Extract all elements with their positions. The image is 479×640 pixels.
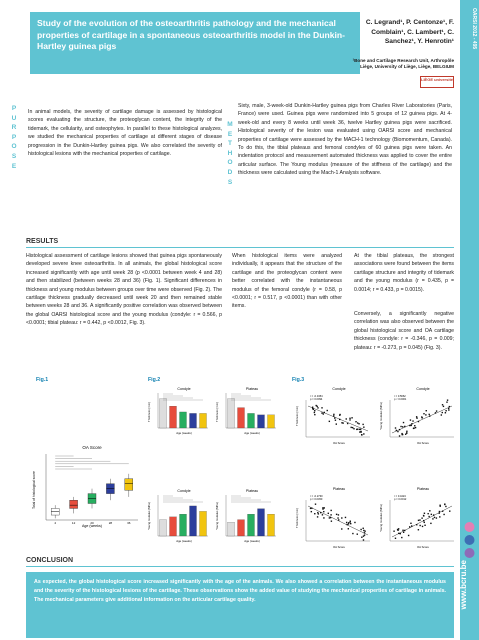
authors xyxy=(360,18,454,47)
scatter-point xyxy=(327,410,328,411)
scatter-point xyxy=(403,532,404,533)
purpose-letters xyxy=(10,104,18,171)
scatter-point xyxy=(357,533,358,534)
scatter-point xyxy=(445,506,446,507)
scatter-point xyxy=(330,510,331,511)
fig3-xlabel: OA Score xyxy=(333,441,345,445)
scatter-point xyxy=(443,406,444,407)
scatter-point xyxy=(322,507,323,508)
regression-line xyxy=(392,406,452,433)
bar-20 xyxy=(248,514,255,536)
scatter-point xyxy=(314,414,315,415)
bar-36 xyxy=(200,413,207,428)
fig2-ylabel: Thickness (mm) xyxy=(147,402,151,422)
scatter-point xyxy=(421,517,422,518)
methods-text: Sixty, male, 3-week-old Dunkin-Hartley guinea pigs from Charles River Laboratories (Paris, France) were used. Guinea pigs were randomized into 5 groups of 12 guinea pigs. At 4-week-old and every 8 weeks until week 36, twelve Hartley guinea pigs were sacrificed. Histological severity of the lesion was evaluated using OARSI score and mechanical properties of cartilage were assessed by the MACH-1 technology (Biomomentum, Canada). To do this, the tibial plateaus and femoral condyles of 60 guinea pigs were taken. An indentation protocol and measurement automated thickness was applied to cover the entire articular surface. The Young modulus (measure of the stiffness of the cartilage) and the thickness were calculated using the Mach-1 Analysis software. xyxy=(238,103,452,177)
fig2-chart-thickness-condyle xyxy=(146,384,210,436)
scatter-point xyxy=(429,510,430,511)
x-tick-label: 28 xyxy=(108,521,113,525)
scatter-point xyxy=(348,522,349,523)
label-letter: T xyxy=(228,140,232,148)
scatter-point xyxy=(419,519,420,520)
bar-36 xyxy=(200,511,207,536)
label-letter: S xyxy=(11,152,17,160)
fig3-scatter-condyle-young xyxy=(378,384,458,446)
scatter-point xyxy=(427,513,428,514)
scatter-point xyxy=(357,422,358,423)
fig3-stats: r = -0.3454 p = 0.0094 xyxy=(310,395,323,402)
scatter-point xyxy=(349,418,350,419)
scatter-point xyxy=(423,515,424,516)
bar-12 xyxy=(238,520,245,536)
fig2-bl-title: Condyle xyxy=(177,489,191,493)
scatter-point xyxy=(311,511,312,512)
scatter-point xyxy=(345,517,346,518)
scatter-point xyxy=(445,412,446,413)
label-letter: D xyxy=(227,168,233,176)
scatter-point xyxy=(355,421,356,422)
fig3-panel-br xyxy=(378,484,458,550)
label-letter: S xyxy=(227,178,233,186)
scatter-point xyxy=(351,417,352,418)
scatter-point xyxy=(317,512,318,513)
label-letter: O xyxy=(11,143,17,151)
bar-28 xyxy=(258,509,265,536)
scatter-point xyxy=(339,414,340,415)
scatter-point xyxy=(363,539,364,540)
side-tag: OARSI 2012 - 495 xyxy=(471,8,477,50)
fig3-stats: r = 0.5662 p < 0.0001 xyxy=(394,395,407,402)
bar-12 xyxy=(170,406,177,428)
fig3-stats: r = -0.2730 p = 0.0450 xyxy=(310,495,323,502)
bar-28 xyxy=(258,415,265,428)
scatter-point xyxy=(336,514,337,515)
scatter-point xyxy=(328,513,329,514)
scatter-point xyxy=(341,517,342,518)
scatter-point xyxy=(432,518,433,519)
results-col3b: Conversely, a significantly negative correlation was also observed between the global histological score and OA cartilage thickness (condyle: r = -0.346, p = 0.009; plateau: r = -0.273, p = 0.045) (Fig. 3). xyxy=(354,311,454,351)
fig2-ylabel: Young modulus (MPa) xyxy=(147,502,151,530)
scatter-point xyxy=(362,528,363,529)
fig2-br-title: Plateau xyxy=(245,489,259,493)
scatter-point xyxy=(403,422,404,423)
fig3-ylabel: Thickness (mm) xyxy=(295,406,299,426)
scatter-point xyxy=(413,428,414,429)
scatter-point xyxy=(353,428,354,429)
scatter-point xyxy=(442,412,443,413)
authors-line: C. Legrand¹, P. Centonze¹, F. xyxy=(365,19,454,26)
scatter-point xyxy=(352,533,353,534)
fig2-chart-young-plateau xyxy=(214,486,278,544)
scatter-point xyxy=(333,414,334,415)
scatter-point xyxy=(414,425,415,426)
scatter-point xyxy=(418,529,419,530)
scatter-point xyxy=(323,413,324,414)
scatter-point xyxy=(350,427,351,428)
scatter-point xyxy=(359,431,360,432)
fig3-panel-tr xyxy=(378,384,458,446)
scatter-point xyxy=(426,410,427,411)
scatter-point xyxy=(363,535,364,536)
scatter-point xyxy=(447,399,448,400)
x-tick-label: 4 xyxy=(54,521,57,525)
scatter-point xyxy=(329,517,330,518)
label-letter: E xyxy=(11,162,17,170)
scatter-point xyxy=(349,419,350,420)
sponsor-icon xyxy=(465,535,475,545)
scatter-point xyxy=(436,517,437,518)
fig1-boxplot xyxy=(30,440,140,530)
regression-line xyxy=(308,506,368,535)
scatter-point xyxy=(431,514,432,515)
fig3-ylabel: Young modulus (MPa) xyxy=(379,504,383,532)
scatter-point xyxy=(395,538,396,539)
scatter-point xyxy=(360,529,361,530)
scatter-point xyxy=(406,431,407,432)
scatter-point xyxy=(321,407,322,408)
bar-12 xyxy=(238,408,245,428)
fig3-xlabel: OA Score xyxy=(417,545,429,549)
scatter-point xyxy=(393,531,394,532)
fig2-panel-bl xyxy=(146,486,210,544)
label-letter: O xyxy=(227,159,233,167)
fig2-xlabel: Age (weeks) xyxy=(244,431,260,435)
affiliation-line: ¹Bone and Cartilage Research Unit, Arthropôle xyxy=(352,58,454,63)
results-rule xyxy=(26,247,454,248)
conclusion-text: As expected, the global histological score increased significantly with the age of the animals. We also showed a correlation between the instantaneous modulus and the severity of the histological lesions of the cartilage. These observations show the added value of studying the mechanical properties of cartilage in animals. The mechanical parameters give additional information on the articular cartilage quality. xyxy=(26,572,454,638)
scatter-point xyxy=(324,507,325,508)
scatter-point xyxy=(335,420,336,421)
scatter-point xyxy=(314,410,315,411)
fig3-panel-bl xyxy=(294,484,374,550)
purpose-label xyxy=(10,104,18,171)
label-letter: P xyxy=(11,133,17,141)
bar-4 xyxy=(160,399,167,428)
conclusion-heading: CONCLUSION xyxy=(26,557,74,564)
scatter-point xyxy=(363,433,364,434)
scatter-point xyxy=(322,508,323,509)
scatter-point xyxy=(406,432,407,433)
scatter-point xyxy=(441,414,442,415)
results-col2: When histological items were analyzed individually, it appears that the structure of the cartilage and the proteoglycan content were better correlated with the instantaneous modulus of the femoral condyle (r = 0.58, p <0.0001; r = 0.517, p <0.0001) than with other items. xyxy=(232,253,342,310)
scatter-point xyxy=(446,401,447,402)
box-36 xyxy=(125,479,133,491)
scatter-point xyxy=(362,424,363,425)
affiliation xyxy=(348,58,454,70)
scatter-point xyxy=(416,416,417,417)
label-letter: H xyxy=(227,149,233,157)
scatter-point xyxy=(323,511,324,512)
scatter-point xyxy=(421,416,422,417)
x-tick-label: 12 xyxy=(71,521,76,525)
poster-title: Study of the evolution of the osteoarthritis pathology and the mechanical properties of cartilage in a spontaneous osteoarthritis model in the Dunkin-Hartley guinea pigs xyxy=(30,12,360,74)
scatter-point xyxy=(334,417,335,418)
scatter-point xyxy=(315,503,316,504)
scatter-point xyxy=(424,522,425,523)
fig1-label: Fig.1 xyxy=(36,377,49,383)
scatter-point xyxy=(356,429,357,430)
scatter-point xyxy=(341,528,342,529)
scatter-point xyxy=(314,513,315,514)
authors-line: Comblain¹, C. Lambert¹, C. xyxy=(371,28,454,36)
bar-20 xyxy=(180,412,187,428)
regression-line xyxy=(392,506,452,537)
scatter-point xyxy=(395,427,396,428)
affiliation-line: Liège, University of Liège, Liège, BELGIUM xyxy=(360,64,454,70)
fig1-xlabel: Age (weeks) xyxy=(82,524,102,528)
scatter-point xyxy=(424,525,425,526)
scatter-point xyxy=(360,429,361,430)
scatter-point xyxy=(410,523,411,524)
fig3-tr-title: Condyle xyxy=(416,387,430,391)
bar-28 xyxy=(190,506,197,536)
fig1-plot-area xyxy=(46,454,138,525)
fig3-xlabel: OA Score xyxy=(417,441,429,445)
fig2-xlabel: Age (weeks) xyxy=(244,539,260,543)
x-tick-label: 36 xyxy=(127,521,131,525)
scatter-point xyxy=(448,409,449,410)
scatter-point xyxy=(440,506,441,507)
scatter-point xyxy=(444,504,445,505)
scatter-point xyxy=(402,434,403,435)
scatter-point xyxy=(338,514,339,515)
side-url[interactable]: www.bcru.be xyxy=(459,560,468,610)
bar-12 xyxy=(170,517,177,536)
scatter-point xyxy=(400,426,401,427)
scatter-point xyxy=(430,523,431,524)
scatter-point xyxy=(330,514,331,515)
label-letter: U xyxy=(11,114,17,122)
scatter-point xyxy=(416,417,417,418)
scatter-point xyxy=(361,434,362,435)
scatter-point xyxy=(358,423,359,424)
scatter-point xyxy=(443,514,444,515)
results-col3a: At the tibial plateaus, the strongest associations were found between the items cartilage structure and integrity of tidemark and the young modulus (r = 0.435, p = 0.0014; r = 0.433, p = 0.0015). xyxy=(354,253,454,293)
fig3-bl-title: Plateau xyxy=(332,487,346,491)
fig1-ylabel: Total of histological score xyxy=(32,471,36,509)
conclusion-rule xyxy=(26,566,454,567)
scatter-point xyxy=(342,422,343,423)
label-letter: R xyxy=(11,124,17,132)
scatter-point xyxy=(434,517,435,518)
fig2-tl-title: Condyle xyxy=(177,387,191,391)
scatter-point xyxy=(449,510,450,511)
scatter-point xyxy=(349,521,350,522)
bar-4 xyxy=(160,520,167,536)
scatter-point xyxy=(425,414,426,415)
scatter-point xyxy=(363,530,364,531)
bar-36 xyxy=(268,514,275,536)
scatter-point xyxy=(418,520,419,521)
scatter-point xyxy=(348,528,349,529)
scatter-point xyxy=(323,517,324,518)
bar-36 xyxy=(268,415,275,428)
scatter-point xyxy=(346,522,347,523)
scatter-point xyxy=(352,427,353,428)
label-letter: M xyxy=(227,121,233,128)
scatter-point xyxy=(429,414,430,415)
scatter-point xyxy=(331,520,332,521)
scatter-point xyxy=(402,426,403,427)
fig3-tl-title: Condyle xyxy=(332,387,346,391)
authors-line: Sanchez¹, Y. Henrotin¹ xyxy=(384,38,454,46)
fig3-ylabel: Thickness (mm) xyxy=(295,508,299,528)
x-tick-label: 20 xyxy=(90,521,94,525)
scatter-point xyxy=(448,408,449,409)
scatter-point xyxy=(336,423,337,424)
scatter-point xyxy=(397,431,398,432)
scatter-point xyxy=(318,513,319,514)
fig2-panel-tl xyxy=(146,384,210,436)
scatter-point xyxy=(401,537,402,538)
scatter-point xyxy=(322,514,323,515)
bar-4 xyxy=(228,522,235,536)
scatter-point xyxy=(439,511,440,512)
scatter-point xyxy=(354,522,355,523)
scatter-point xyxy=(364,530,365,531)
methods-letters xyxy=(226,120,234,187)
scatter-point xyxy=(424,513,425,514)
scatter-point xyxy=(350,523,351,524)
fig3-stats: r = 0.4424 p = 0.0012 xyxy=(394,495,407,502)
scatter-point xyxy=(445,410,446,411)
fig2-chart-thickness-plateau xyxy=(214,384,278,436)
scatter-point xyxy=(422,526,423,527)
fig3-scatter-plateau-young xyxy=(378,484,458,550)
box-12 xyxy=(70,500,78,508)
fig2-xlabel: Age (weeks) xyxy=(176,431,192,435)
scatter-point xyxy=(412,420,413,421)
scatter-point xyxy=(408,535,409,536)
fig2-chart-young-condyle xyxy=(146,486,210,544)
sponsor-icon xyxy=(465,548,475,558)
scatter-point xyxy=(359,429,360,430)
scatter-point xyxy=(411,425,412,426)
fig2-panel-br xyxy=(214,486,278,544)
purpose-text: In animal models, the severity of cartilage damage is assessed by histological scores evaluating the structure, the proteoglycan content, the integrity of the tidemark, the cellularity, and osteophytes. In parallel to these histological analyzes, we studied the mechanical properties of cartilage at different stages of disease progression in the Dunkin-Hartley guinea pigs. We also correlated the severity of histological lesions with the mechanical properties of cartilage. xyxy=(28,109,222,158)
scatter-point xyxy=(428,516,429,517)
scatter-point xyxy=(363,426,364,427)
scatter-point xyxy=(419,525,420,526)
scatter-point xyxy=(346,418,347,419)
scatter-point xyxy=(397,529,398,530)
fig3-panel-tl xyxy=(294,384,374,446)
university-logo: LIÈGE université xyxy=(420,76,454,88)
scatter-point xyxy=(310,508,311,509)
methods-label xyxy=(226,120,234,187)
scatter-point xyxy=(317,407,318,408)
scatter-point xyxy=(436,410,437,411)
scatter-point xyxy=(337,517,338,518)
fig2-ylabel: Young modulus (MPa) xyxy=(215,502,219,530)
scatter-point xyxy=(442,404,443,405)
scatter-point xyxy=(316,406,317,407)
scatter-point xyxy=(423,413,424,414)
bar-28 xyxy=(190,413,197,428)
regression-line xyxy=(308,406,368,431)
scatter-point xyxy=(415,427,416,428)
scatter-point xyxy=(313,409,314,410)
results-col1: Histological assessment of cartilage lesions showed that guinea pigs spontaneously developed severe knee osteoarthritis. In all animals, the global histological score increased significantly with age until week 28 (p <0.0001 between week 4 and 28) and then stabilized (between weeks 28 and 36) (Fig. 1). Significant differences in thickness and young modulus between groups over time were observed (Fig. 2). The cartilage thickness gradually decreased until week 20 and then remained stable between weeks 28 and 36. A significantly positive correlation was observed between the global OARSI histological score and the young modulus (condyle: r = 0.566, p <0.0001; tibial plateau: r = 0.442, p <0.0012, Fig. 3). xyxy=(26,253,222,327)
results-heading: RESULTS xyxy=(26,238,59,245)
fig2-tr-title: Plateau xyxy=(245,387,259,391)
scatter-point xyxy=(361,537,362,538)
scatter-point xyxy=(314,412,315,413)
fig3-ylabel: Young modulus (MPa) xyxy=(379,402,383,430)
fig3-br-title: Plateau xyxy=(416,487,430,491)
scatter-point xyxy=(439,516,440,517)
scatter-point xyxy=(410,419,411,420)
fig3-scatter-condyle-thickness xyxy=(294,384,374,446)
fig1-title: OA Score xyxy=(82,445,102,450)
scatter-point xyxy=(399,435,400,436)
label-letter: E xyxy=(227,130,233,138)
scatter-point xyxy=(329,421,330,422)
fig2-panel-tr xyxy=(214,384,278,436)
bar-20 xyxy=(248,413,255,428)
fig3-label: Fig.3 xyxy=(292,377,305,383)
scatter-point xyxy=(317,516,318,517)
fig2-label: Fig.2 xyxy=(148,377,161,383)
scatter-point xyxy=(347,423,348,424)
sponsor-icon xyxy=(465,522,475,532)
scatter-point xyxy=(402,530,403,531)
bar-4 xyxy=(228,399,235,428)
label-letter: P xyxy=(11,105,17,112)
fig2-ylabel: Thickness (mm) xyxy=(215,402,219,422)
fig3-xlabel: OA Score xyxy=(333,545,345,549)
bar-20 xyxy=(180,514,187,536)
fig3-scatter-plateau-thickness xyxy=(294,484,374,550)
scatter-point xyxy=(321,412,322,413)
fig2-xlabel: Age (weeks) xyxy=(176,539,192,543)
side-icons xyxy=(461,520,478,560)
